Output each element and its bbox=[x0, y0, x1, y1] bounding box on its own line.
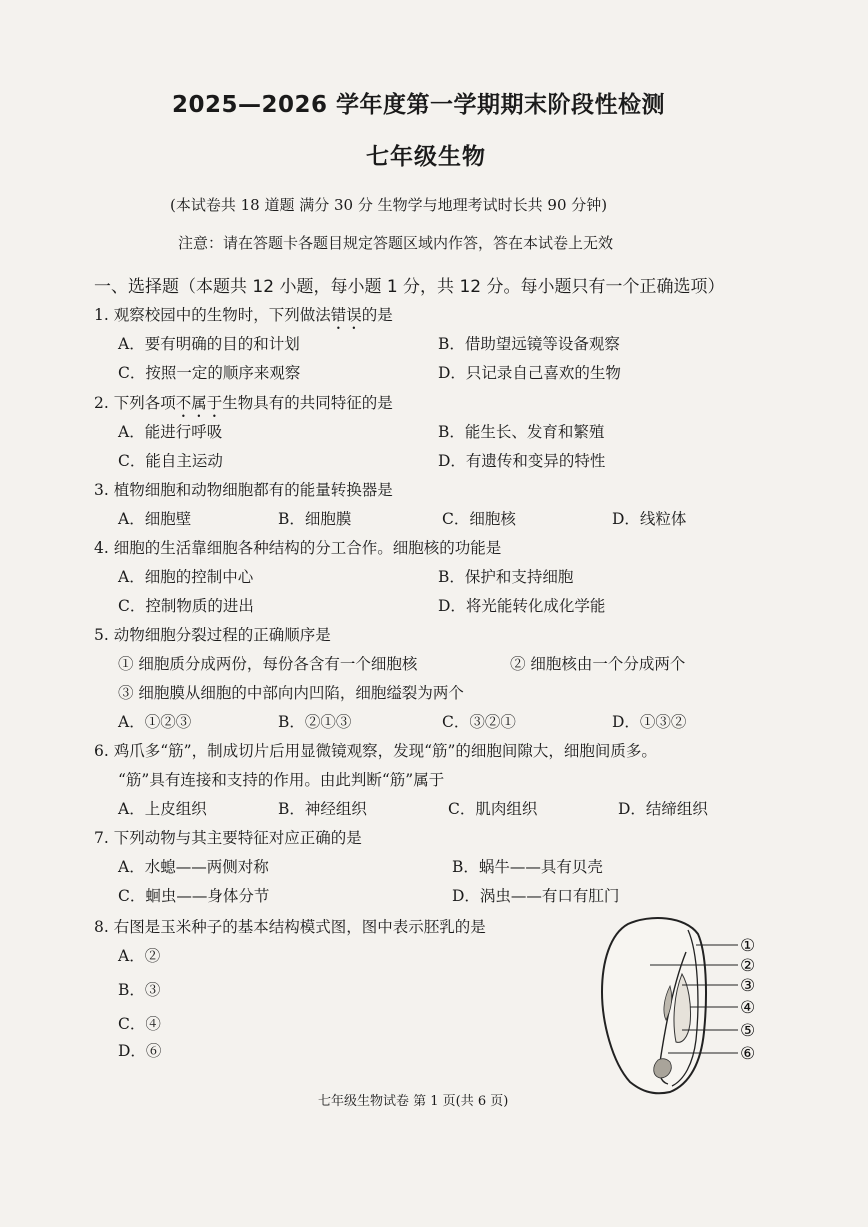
figure-label-6: ⑥ bbox=[740, 1044, 756, 1064]
q8-option-a: A．② bbox=[118, 947, 161, 965]
q3-option-b: B．细胞膜 bbox=[278, 510, 352, 528]
q2-option-a: A．能进行呼吸 bbox=[118, 423, 223, 441]
q2-option-d: D．有遗传和变异的特性 bbox=[438, 452, 606, 470]
q4-option-d: D．将光能转化成化学能 bbox=[438, 597, 606, 615]
figure-label-5: ⑤ bbox=[740, 1021, 756, 1041]
question-5-stem: 5. 动物细胞分裂过程的正确顺序是 bbox=[94, 626, 331, 644]
q2-option-b: B．能生长、发育和繁殖 bbox=[438, 423, 605, 441]
exam-title: 2025—2026 学年度第一学期期末阶段性检测 bbox=[172, 92, 666, 118]
q7-option-d: D．涡虫——有口有肛门 bbox=[452, 887, 620, 905]
q7-option-a: A．水螅——两侧对称 bbox=[118, 858, 269, 876]
figure-label-4: ④ bbox=[740, 998, 756, 1018]
q8-option-b: B．③ bbox=[118, 981, 161, 999]
question-6-stem-line-1: 6. 鸡爪多“筋”，制成切片后用显微镜观察，发现“筋”的细胞间隙大，细胞间质多。 bbox=[94, 742, 657, 760]
q6-option-a: A．上皮组织 bbox=[118, 800, 207, 818]
question-2-stem: 2. 下列各项不属于生物具有的共同特征的是 bbox=[94, 394, 393, 412]
q1-option-d: D．只记录自己喜欢的生物 bbox=[438, 364, 621, 382]
q3-option-a: A．细胞壁 bbox=[118, 510, 192, 528]
q6-option-b: B．神经组织 bbox=[278, 800, 367, 818]
q4-option-b: B．保护和支持细胞 bbox=[438, 568, 574, 586]
q1-option-a: A．要有明确的目的和计划 bbox=[118, 335, 300, 353]
page-footer: 七年级生物试卷 第 1 页(共 6 页) bbox=[318, 1094, 509, 1109]
q7-option-c: C．蛔虫——身体分节 bbox=[118, 887, 270, 905]
figure-label-3: ③ bbox=[740, 976, 756, 996]
question-4-stem: 4. 细胞的生活靠细胞各种结构的分工合作。细胞核的功能是 bbox=[94, 539, 502, 557]
q5-option-a: A．①②③ bbox=[118, 713, 192, 731]
q1-option-b: B．借助望远镜等设备观察 bbox=[438, 335, 620, 353]
exam-subtitle: 七年级生物 bbox=[366, 144, 486, 170]
q4-option-c: C．控制物质的进出 bbox=[118, 597, 254, 615]
q4-option-a: A．细胞的控制中心 bbox=[118, 568, 254, 586]
q5-option-d: D．①③② bbox=[612, 713, 687, 731]
q5-option-c: C．③②① bbox=[442, 713, 516, 731]
q3-option-c: C．细胞核 bbox=[442, 510, 516, 528]
q3-option-d: D．线粒体 bbox=[612, 510, 687, 528]
q6-option-d: D．结缔组织 bbox=[618, 800, 708, 818]
q5-step-1: ① 细胞质分成两份，每份各含有一个细胞核 bbox=[118, 655, 418, 673]
emphasis-text: 错误 bbox=[330, 306, 362, 324]
question-8-stem: 8. 右图是玉米种子的基本结构模式图，图中表示胚乳的是 bbox=[94, 918, 486, 936]
question-3-stem: 3. 植物细胞和动物细胞都有的能量转换器是 bbox=[94, 481, 393, 499]
question-6-stem-line-2: “筋”具有连接和支持的作用。由此判断“筋”属于 bbox=[118, 771, 445, 789]
figure-label-1: ① bbox=[740, 936, 756, 956]
q7-option-b: B．蜗牛——具有贝壳 bbox=[452, 858, 603, 876]
question-7-stem: 7. 下列动物与其主要特征对应正确的是 bbox=[94, 829, 362, 847]
q8-option-c: C．④ bbox=[118, 1015, 161, 1033]
q2-option-c: C．能自主运动 bbox=[118, 452, 223, 470]
q1-option-c: C．按照一定的顺序来观察 bbox=[118, 364, 301, 382]
q5-option-b: B．②①③ bbox=[278, 713, 352, 731]
q6-option-c: C．肌肉组织 bbox=[448, 800, 538, 818]
emphasis-text: 不属于 bbox=[175, 394, 223, 412]
exam-notice: 注意：请在答题卡各题目规定答题区域内作答，答在本试卷上无效 bbox=[178, 234, 614, 252]
q5-step-2: ② 细胞核由一个分成两个 bbox=[510, 655, 686, 673]
corn-seed-diagram bbox=[590, 912, 780, 1097]
q5-step-3: ③ 细胞膜从细胞的中部向内凹陷，细胞缢裂为两个 bbox=[118, 684, 464, 702]
figure-label-2: ② bbox=[740, 956, 756, 976]
section-heading: 一、选择题（本题共 12 小题，每小题 1 分，共 12 分。每小题只有一个正确选项） bbox=[94, 277, 725, 297]
question-1-stem: 1. 观察校园中的生物时，下列做法错误的是 bbox=[94, 306, 393, 324]
q8-option-d: D．⑥ bbox=[118, 1042, 162, 1060]
exam-info: (本试卷共 18 道题 满分 30 分 生物学与地理考试时长共 90 分钟) bbox=[170, 196, 608, 214]
